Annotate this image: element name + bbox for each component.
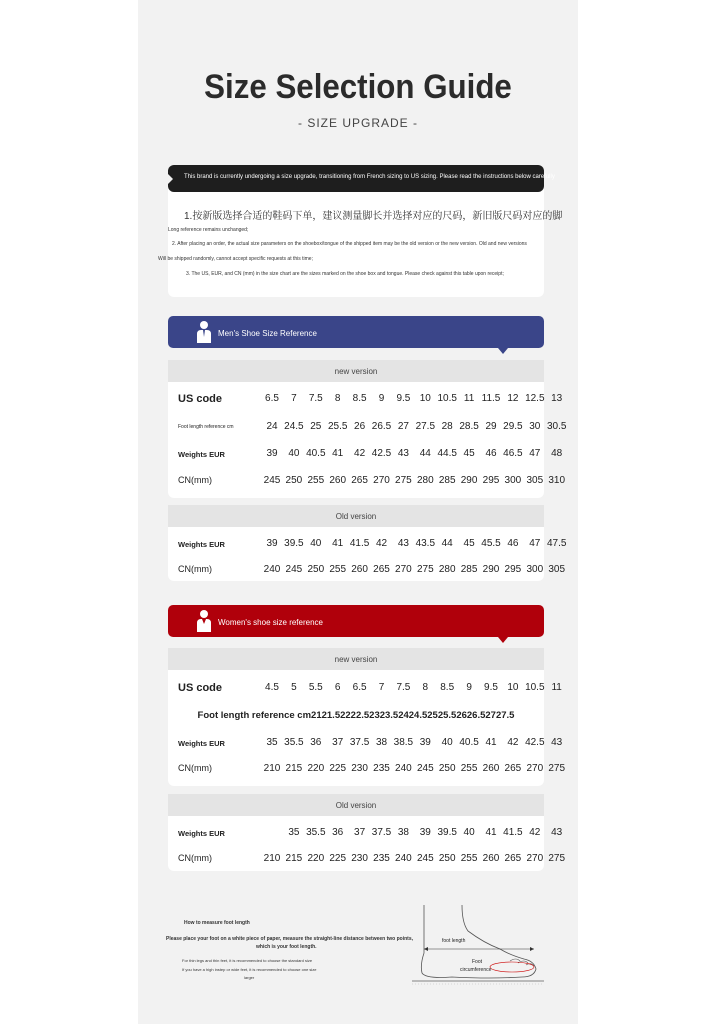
- table-cell: 255: [307, 475, 325, 486]
- table-cell: 43: [551, 737, 563, 748]
- table-cell: 41: [485, 737, 497, 748]
- table-cell: 255: [460, 763, 478, 774]
- table-cell: 42: [354, 448, 366, 459]
- table-cell: 35.5: [284, 737, 304, 748]
- table-cell: 30: [529, 421, 541, 432]
- table-cell: 6.5: [265, 393, 279, 404]
- table-cell: 26.5: [371, 421, 392, 432]
- howto-line-3: For thin legs and thin feet, it is recommended to choose the standard size: [182, 958, 313, 963]
- table-cell: 290: [460, 475, 478, 486]
- table-cell: 25.5: [327, 421, 348, 432]
- table-cell: 39: [266, 448, 278, 459]
- table-cell: 270: [526, 853, 544, 864]
- row-label: US code: [178, 682, 223, 694]
- table-cell: 275: [548, 763, 566, 774]
- table-cell: 275: [416, 564, 434, 575]
- table-cell: 27.5: [415, 421, 436, 432]
- table-cell: 42: [529, 827, 541, 838]
- circumference-text: circumference: [460, 967, 492, 973]
- table-cell: 270: [395, 564, 412, 575]
- table-cell: 41.5: [503, 827, 523, 838]
- men-new-table: [168, 360, 567, 498]
- women-section-header: [168, 605, 544, 637]
- table-cell: 10.5: [437, 393, 457, 404]
- table-cell: 46: [485, 448, 497, 459]
- table-cell: 250: [285, 475, 303, 486]
- table-cell: 40: [441, 737, 453, 748]
- men-old-table: [168, 505, 567, 581]
- foot-measure-illustration: [412, 905, 546, 989]
- table-cell: 295: [482, 475, 500, 486]
- table-cell: 235: [373, 853, 390, 864]
- table-cell: 40.5: [306, 448, 326, 459]
- table-cell: 250: [438, 853, 456, 864]
- person-icon: [196, 609, 212, 633]
- table-cell: 38: [375, 737, 388, 748]
- table-cell: 42: [507, 737, 519, 748]
- table-cell: 285: [438, 475, 456, 486]
- table-cell: 245: [285, 564, 303, 575]
- notice-arrow-icon: [168, 174, 173, 184]
- table-cell: 28.5: [459, 421, 479, 432]
- table-cell: 9: [378, 393, 385, 404]
- table-cell: 41: [332, 448, 344, 459]
- row-label: Weights EUR: [178, 450, 225, 459]
- women-foot-length-line: Foot length reference cm2121.52222.52323.52424.52525.52626.52727.5: [197, 710, 515, 721]
- table-cell: 275: [548, 853, 566, 864]
- notice-line-a: Long reference remains unchanged;: [168, 227, 249, 233]
- table-cell: 240: [263, 564, 281, 575]
- table-cell: 250: [307, 564, 325, 575]
- table-cell: 39: [419, 737, 431, 748]
- table-cell: 230: [351, 763, 368, 774]
- howto-line-1: Please place your foot on a white piece of paper, measure the straight-line distance between two points,: [166, 936, 414, 942]
- table-cell: 260: [482, 763, 500, 774]
- table-cell: 265: [504, 853, 522, 864]
- table-cell: 295: [504, 564, 522, 575]
- row-label: CN(mm): [178, 475, 212, 485]
- table-cell: 215: [285, 763, 303, 774]
- men-header-pointer-icon: [498, 348, 508, 354]
- table-cell: 240: [395, 763, 412, 774]
- table-cell: 43: [397, 448, 409, 459]
- table-cell: 40: [288, 448, 300, 459]
- table-cell: 24.5: [284, 421, 304, 432]
- table-cell: 285: [460, 564, 478, 575]
- table-cell: 5: [291, 682, 297, 693]
- notice-line-d: 3. The US, EUR, and CN (mm) in the size chart are the sizes marked on the shoe box and tongue. Please check against this table upon receipt;: [186, 271, 504, 277]
- table-cell: 275: [395, 475, 412, 486]
- person-icon: [196, 320, 212, 344]
- table-cell: 6.5: [352, 682, 367, 693]
- table-cell: 47.5: [546, 538, 567, 549]
- size-guide-page: [138, 0, 578, 1024]
- table-cell: 310: [548, 475, 566, 486]
- table-cell: 9.5: [484, 682, 498, 693]
- table-cell: 260: [351, 564, 368, 575]
- table-cell: 12.5: [525, 393, 545, 404]
- table-cell: 43: [397, 538, 409, 549]
- women-new-title: new version: [168, 648, 544, 670]
- table-cell: 255: [329, 564, 347, 575]
- table-cell: 280: [438, 564, 456, 575]
- table-cell: 41.5: [349, 538, 370, 549]
- table-cell: 42.5: [371, 448, 392, 459]
- howto-line-5: larger: [244, 975, 255, 980]
- table-cell: 25: [310, 421, 322, 432]
- table-cell: 41: [485, 827, 497, 838]
- men-section-title: Men's Shoe Size Reference: [218, 329, 317, 338]
- table-cell: 270: [373, 475, 390, 486]
- row-label: CN(mm): [178, 564, 212, 574]
- women-old-title: Old version: [168, 794, 544, 816]
- table-cell: 36: [332, 827, 344, 838]
- table-cell: 305: [548, 564, 566, 575]
- table-cell: 47: [529, 448, 541, 459]
- table-cell: 210: [263, 763, 281, 774]
- women-old-table: [168, 794, 566, 871]
- table-cell: 36: [310, 737, 322, 748]
- men-old-title: Old version: [168, 505, 544, 527]
- notice-line-c: Will be shipped randomly, cannot accept specific requests at this time;: [158, 256, 313, 262]
- table-cell: 230: [351, 853, 368, 864]
- foot-text: Foot: [472, 959, 483, 965]
- table-cell: 37: [354, 827, 366, 838]
- table-cell: 37.5: [371, 827, 392, 838]
- table-cell: 45.5: [481, 538, 501, 549]
- table-cell: 45: [463, 538, 475, 549]
- table-cell: 35: [266, 737, 278, 748]
- table-cell: 9.5: [396, 393, 411, 404]
- row-label: CN(mm): [178, 763, 212, 773]
- table-cell: 40: [463, 827, 475, 838]
- table-cell: 8: [422, 682, 429, 693]
- table-cell: 265: [373, 564, 390, 575]
- notice-bar-text: This brand is currently undergoing a size upgrade, transitioning from French sizing to US sizing. Please read the instructions below carefully: [184, 174, 555, 180]
- table-cell: 10: [507, 682, 519, 693]
- table-cell: 210: [263, 853, 281, 864]
- table-cell: 39: [266, 538, 278, 549]
- table-cell: 225: [329, 853, 347, 864]
- table-cell: 9: [466, 682, 472, 693]
- table-cell: 250: [438, 763, 456, 774]
- table-cell: 46: [507, 538, 519, 549]
- table-cell: 260: [329, 475, 347, 486]
- table-cell: 44.5: [437, 448, 457, 459]
- table-cell: 265: [504, 763, 522, 774]
- table-cell: 41: [332, 538, 344, 549]
- table-cell: 8: [334, 393, 341, 404]
- table-cell: 42.5: [525, 737, 545, 748]
- table-cell: 300: [526, 564, 544, 575]
- table-cell: 10: [419, 393, 431, 404]
- table-cell: 220: [307, 853, 325, 864]
- table-cell: 47: [529, 538, 541, 549]
- table-cell: 235: [373, 763, 390, 774]
- table-cell: 245: [263, 475, 281, 486]
- table-cell: 5.5: [308, 682, 323, 693]
- table-cell: 38.5: [393, 737, 414, 748]
- table-cell: 46.5: [503, 448, 523, 459]
- table-cell: 7: [291, 393, 297, 404]
- table-cell: 12: [507, 393, 519, 404]
- table-cell: 39.5: [284, 538, 304, 549]
- row-label: Weights EUR: [178, 739, 225, 748]
- page-title: Size Selection Guide: [204, 68, 512, 106]
- table-cell: 240: [395, 853, 412, 864]
- table-cell: 225: [329, 763, 347, 774]
- men-new-title: new version: [168, 360, 544, 382]
- notice-chinese-line: 1.按新版选择合适的鞋码下单，建议测量脚长并选择对应的尺码，新旧版尺码对应的脚: [184, 211, 563, 222]
- howto-line-2: which is your foot length.: [256, 944, 317, 950]
- table-cell: 13: [551, 393, 563, 404]
- table-cell: 6: [334, 682, 341, 693]
- table-cell: 38: [397, 827, 409, 838]
- howto-line-4: If you have a high instep or wide feet, it is recommended to choose one size: [182, 967, 317, 972]
- row-label: CN(mm): [178, 853, 212, 863]
- women-new-table: [168, 648, 566, 786]
- table-cell: 220: [307, 763, 325, 774]
- table-cell: 305: [526, 475, 544, 486]
- row-label: Foot length reference cm: [178, 424, 234, 430]
- table-cell: 300: [504, 475, 522, 486]
- women-section-title: Women's shoe size reference: [218, 618, 323, 627]
- table-cell: 260: [482, 853, 500, 864]
- table-cell: 43.5: [415, 538, 436, 549]
- table-cell: 255: [460, 853, 478, 864]
- table-cell: 11: [463, 393, 475, 404]
- table-cell: 8.5: [440, 682, 455, 693]
- table-cell: 44: [441, 538, 453, 549]
- table-cell: 4.5: [265, 682, 279, 693]
- table-cell: 37: [332, 737, 344, 748]
- table-cell: 11: [551, 682, 562, 693]
- table-cell: 42: [375, 538, 388, 549]
- table-cell: 48: [551, 448, 563, 459]
- table-cell: 29.5: [503, 421, 523, 432]
- table-cell: 35.5: [306, 827, 326, 838]
- howto-title: How to measure foot length: [184, 920, 250, 926]
- row-label: Weights EUR: [178, 540, 225, 549]
- table-cell: 10.5: [525, 682, 545, 693]
- table-cell: 215: [285, 853, 303, 864]
- row-label: US code: [178, 393, 223, 405]
- page-subtitle: - SIZE UPGRADE -: [297, 116, 418, 130]
- table-cell: 24: [266, 421, 278, 432]
- table-cell: 7.5: [308, 393, 323, 404]
- table-cell: 45: [463, 448, 475, 459]
- table-cell: 40.5: [459, 737, 479, 748]
- table-cell: 265: [351, 475, 368, 486]
- row-label: Weights EUR: [178, 829, 225, 838]
- table-cell: 39.5: [437, 827, 457, 838]
- notice-line-b: 2. After placing an order, the actual size parameters on the shoebox/tongue of the shipped item may be the old version or the new version. Old and new versions: [172, 241, 527, 247]
- table-cell: 245: [416, 853, 434, 864]
- notice-bar: [168, 165, 555, 192]
- table-cell: 7.5: [396, 682, 411, 693]
- table-cell: 7: [378, 682, 385, 693]
- table-cell: 26: [354, 421, 366, 432]
- table-cell: 43: [551, 827, 563, 838]
- table-cell: 270: [526, 763, 544, 774]
- table-cell: 245: [416, 763, 434, 774]
- table-cell: 290: [482, 564, 500, 575]
- table-cell: 37.5: [349, 737, 370, 748]
- foot-length-text: foot length: [442, 938, 466, 944]
- table-cell: 280: [416, 475, 434, 486]
- table-cell: 29: [485, 421, 497, 432]
- table-cell: 30.5: [546, 421, 567, 432]
- men-section-header: [168, 316, 544, 348]
- table-cell: 40: [310, 538, 322, 549]
- table-cell: 35: [288, 827, 300, 838]
- table-cell: 27: [397, 421, 409, 432]
- table-cell: 8.5: [352, 393, 367, 404]
- table-cell: 39: [419, 827, 431, 838]
- table-cell: 28: [441, 421, 453, 432]
- table-cell: 11.5: [481, 393, 501, 404]
- table-cell: 44: [419, 448, 431, 459]
- women-header-pointer-icon: [498, 637, 508, 643]
